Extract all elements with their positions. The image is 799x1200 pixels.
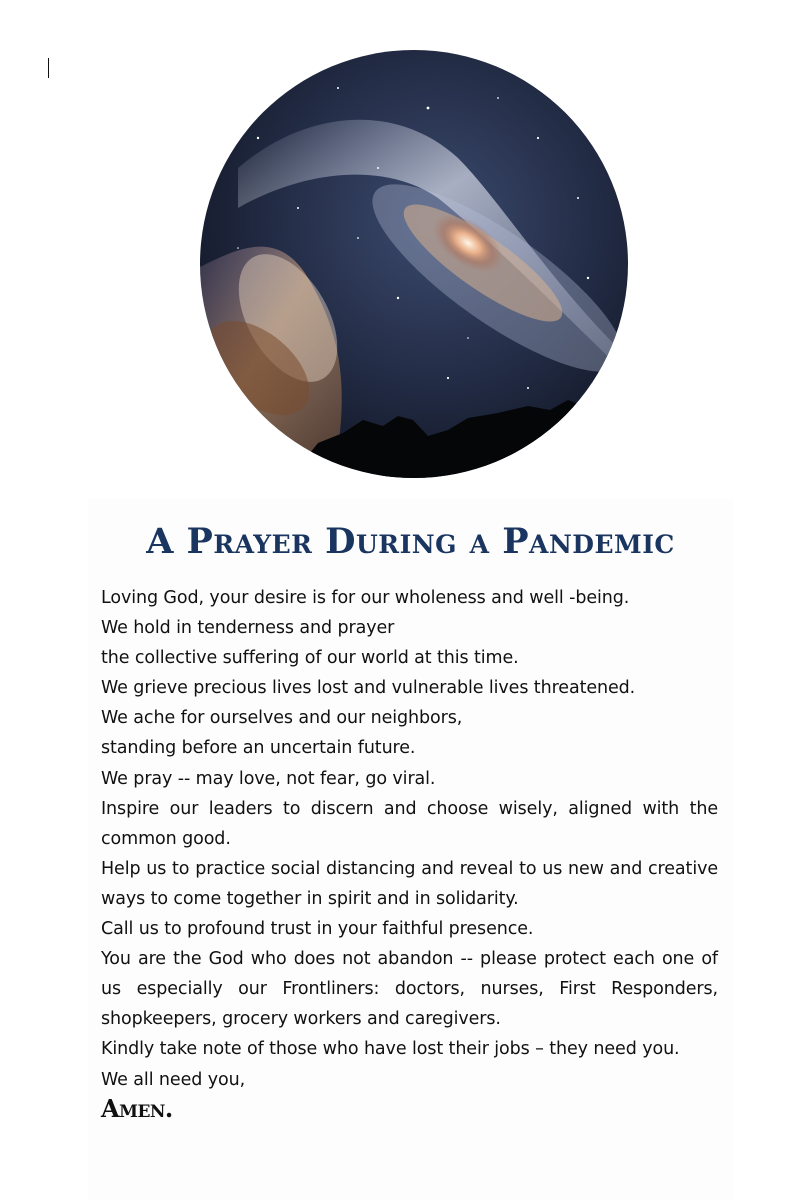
prayer-line: We hold in tenderness and prayer — [101, 618, 395, 639]
prayer-line: standing before an uncertain future. — [101, 738, 416, 759]
prayer-line: Kindly take note of those who have lost their jobs – they need you. — [101, 1039, 680, 1060]
prayer-line: We pray -- may love, not fear, go viral. — [101, 768, 436, 789]
prayer-line: We ache for ourselves and our neighbors, — [101, 708, 463, 729]
prayer-text — [101, 583, 718, 1095]
prayer-line: We all need you, — [101, 1069, 246, 1090]
prayer-line: ways to come together in spirit and in solidarity. — [101, 888, 519, 909]
galaxy-image — [198, 48, 630, 480]
prayer-line: Inspire our leaders to discern and choose wisely, aligned with the — [101, 798, 718, 819]
prayer-line: Help us to practice social distancing and reveal to us new and creative — [101, 858, 718, 879]
prayer-line: shopkeepers, grocery workers and caregivers. — [101, 1009, 501, 1030]
prayer-line: You are the God who does not abandon -- please protect each one of — [101, 949, 718, 970]
prayer-line: the collective suffering of our world at this time. — [101, 648, 519, 669]
text-cursor — [48, 58, 49, 78]
prayer-card — [88, 498, 733, 1200]
prayer-line: We grieve precious lives lost and vulnerable lives threatened. — [101, 678, 636, 699]
prayer-line: Loving God, your desire is for our wholeness and well -being. — [101, 588, 630, 608]
closing-amen: Amen. — [101, 1094, 173, 1123]
prayer-line: common good. — [101, 828, 231, 849]
galaxy-night-sky-over-mountains-icon — [198, 48, 630, 480]
prayer-line: Call us to profound trust in your faithful presence. — [101, 919, 534, 940]
prayer-line: us especially our Frontliners: doctors, nurses, First Responders, — [101, 979, 718, 1000]
page-title: A Prayer During a Pandemic — [146, 521, 675, 562]
